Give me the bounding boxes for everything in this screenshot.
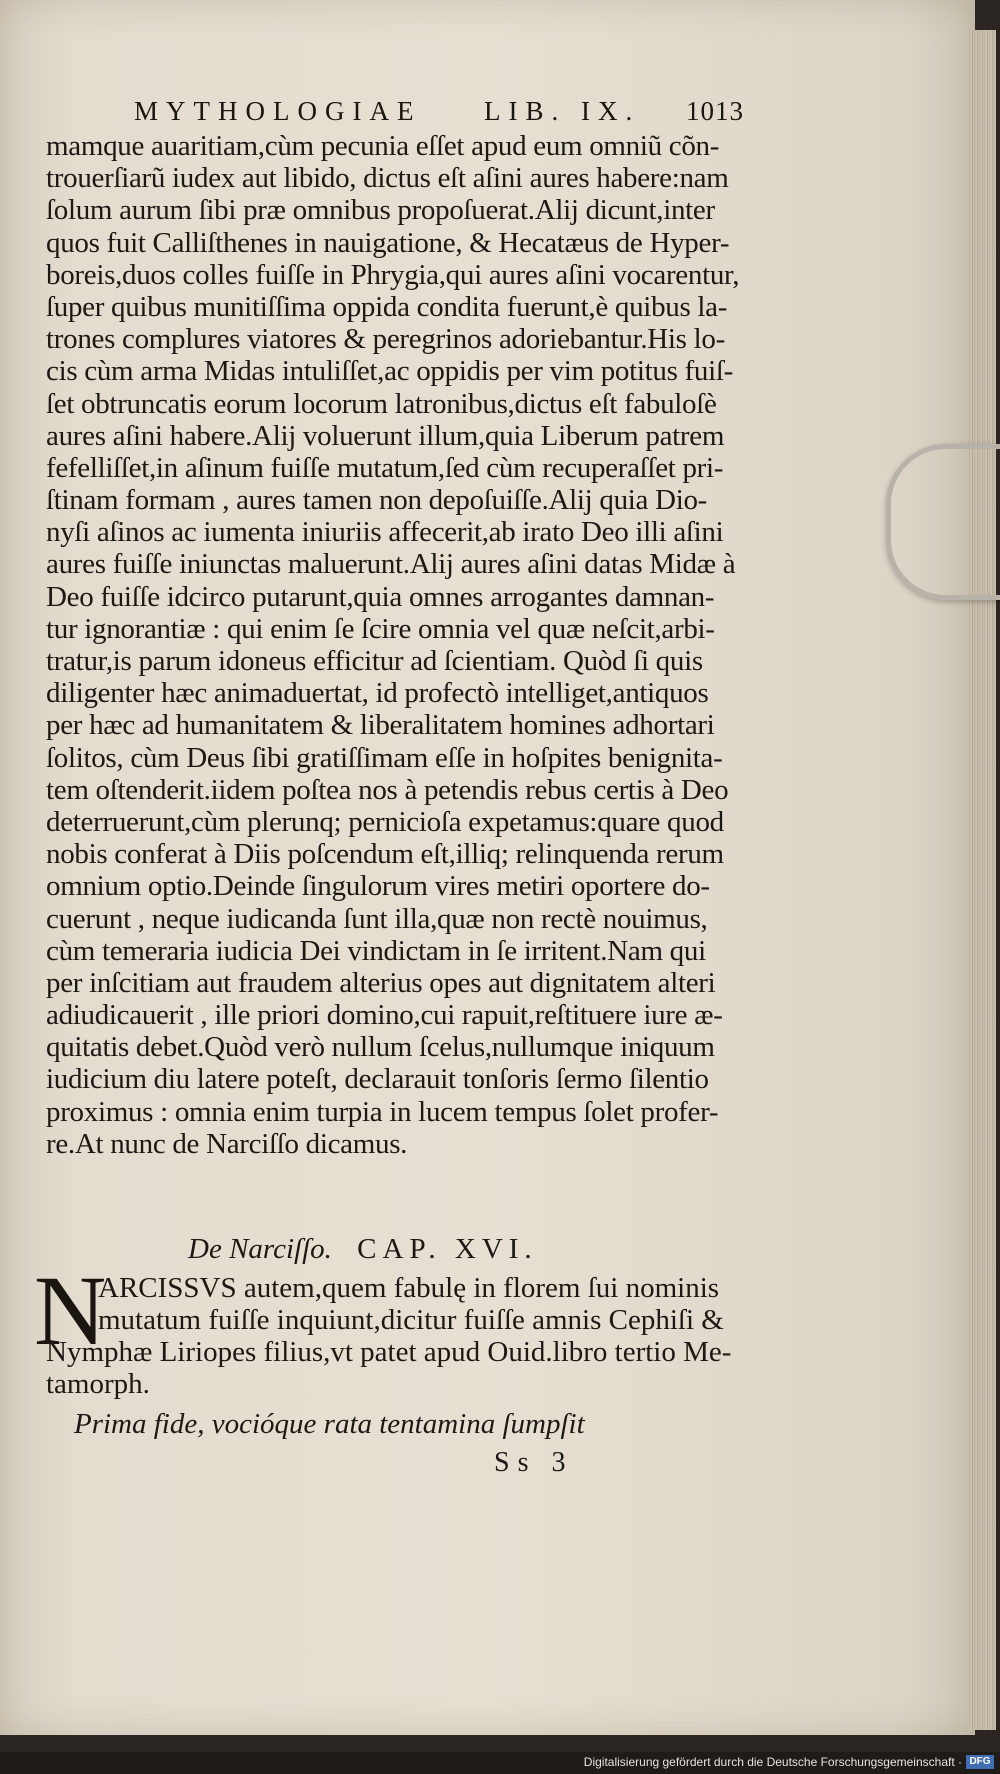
verse-quote: Prima fide, vocióque rata tentamina ſumpſit (74, 1408, 585, 1440)
text-line: ſolitos, cùm Deus ſibi gratiſſimam eſſe in hoſpites benignita- (46, 741, 723, 774)
text-line: cùm temeraria iudicia Dei vindictam in ſe irritent.Nam qui (46, 934, 706, 967)
text-line: cuerunt , neque iudicanda ſunt illa,quæ non rectè nouimus, (46, 902, 708, 935)
text-line: trouerſiarũ iudex aut libido, dictus eſt aſini aures habere:nam (46, 162, 729, 195)
drop-initial: N (34, 1255, 107, 1366)
text-line: per inſcitiam aut fraudem alterius opes aut dignitatem alteri (46, 966, 716, 999)
text-line: Deo fuiſſe idcirco putarunt,quia omnes arrogantes damnan- (46, 580, 715, 613)
text-line: re.At nunc de Narciſſo dicamus. (46, 1127, 408, 1160)
text-line: quitatis debet.Quòd verò nullum ſcelus,nullumque iniquum (46, 1031, 715, 1064)
chapter-title: De Narciſſo. (188, 1233, 332, 1265)
text-line: proximus : omnia enim turpia in lucem tempus ſolet profer- (46, 1095, 719, 1128)
running-head (134, 96, 754, 130)
page-number: 1013 (686, 96, 744, 126)
text-line: adiudicauerit , ille priori domino,cui rapuit,reſtituere iure æ- (46, 999, 723, 1032)
text-line: ſet obtruncatis eorum locorum latronibus,dictus eſt fabuloſè (46, 387, 717, 420)
text-line: Nymphæ Liriopes filius,vt patet apud Ouid.libro tertio Me- (46, 1336, 732, 1368)
text-line: ſuper quibus munitiſſima oppida condita fuerunt,è quibus la- (46, 290, 728, 323)
text-line: trones complures viatores & peregrinos adoriebantur.His lo- (46, 323, 725, 356)
body-text (46, 130, 756, 1160)
text-line: quos fuit Calliſthenes in nauigatione, & Hecatæus de Hyper- (46, 226, 730, 259)
text-line: ARCISSVS autem,quem fabulę in florem ſui nominis (98, 1272, 720, 1304)
page-clip (886, 444, 1000, 600)
page-edge (968, 30, 996, 1730)
text-line: aures aſini habere.Alij voluerunt illum,quia Liberum patrem (46, 419, 725, 452)
text-line: tratur,is parum idoneus efficitur ad ſcientiam. Quòd ſi quis (46, 645, 703, 677)
text-line: per hæc ad humanitatem & liberalitatem homines adhortari (46, 709, 715, 742)
text-line: ſolum aurum ſibi præ omnibus propoſuerat.Alij dicunt,inter (46, 194, 715, 227)
running-head-title: MYTHOLOGIAE (134, 96, 422, 126)
text-line: fefelliſſet,in aſinum fuiſſe mutatum,ſed cùm recuperaſſet pri- (46, 451, 724, 484)
text-line: nyſi aſinos ac iumenta iniuriis affecerit,ab irato Deo illi aſini (46, 516, 724, 549)
chapter-heading (188, 1233, 538, 1269)
text-line: diligenter hæc animaduertat, id profectò intelliget,antiquos (46, 677, 709, 710)
chapter-text (46, 1336, 746, 1400)
chapter-number: CAP. XVI. (357, 1233, 538, 1265)
text-line: cis cùm arma Midas intuliſſet,ac oppidis per vim potitus fuiſ- (46, 355, 733, 388)
chapter-indented-text (98, 1272, 738, 1336)
text-line: tem oſtenderit.iidem poſtea nos à petendis rebus certis à Deo (46, 773, 729, 806)
text-line: mutatum fuiſſe inquiunt,dicitur fuiſſe amnis Cephiſi & (98, 1304, 724, 1337)
dfg-logo-icon: DFG (966, 1755, 994, 1769)
text-line: tur ignorantiæ : qui enim ſe ſcire omnia vel quæ neſcit,arbi- (46, 612, 715, 645)
text-line: mamque auaritiam,cùm pecunia eſſet apud eum omniũ cõn- (46, 130, 720, 162)
text-line: omnium optio.Deinde ſingulorum vires metiri oportere do- (46, 870, 710, 903)
text-line: aures fuiſſe iniunctas maluerunt.Alij aures aſini datas Midæ à (46, 548, 736, 581)
text-line: ſtinam formam , aures tamen non depoſuiſſe.Alij quia Dio- (46, 484, 708, 517)
text-line: tamorph. (46, 1368, 150, 1401)
footer-credit: Digitalisierung gefördert durch die Deutsche Forschungsgemeinschaft · (583, 1755, 962, 1769)
running-head-book: LIB. IX. (484, 96, 641, 126)
text-line: iudicium diu latere poteſt, declarauit tonſoris ſermo ſilentio (46, 1063, 709, 1096)
text-line: nobis conferat à Diis poſcendum eſt,illiq; relinquenda rerum (46, 838, 724, 871)
text-line: deterruerunt,cùm plerunq; pernicioſa expetamus:quare quod (46, 805, 724, 838)
signature-mark: Ss 3 (494, 1447, 574, 1478)
text-line: boreis,duos colles fuiſſe in Phrygia,qui aures aſini vocarentur, (46, 258, 740, 291)
